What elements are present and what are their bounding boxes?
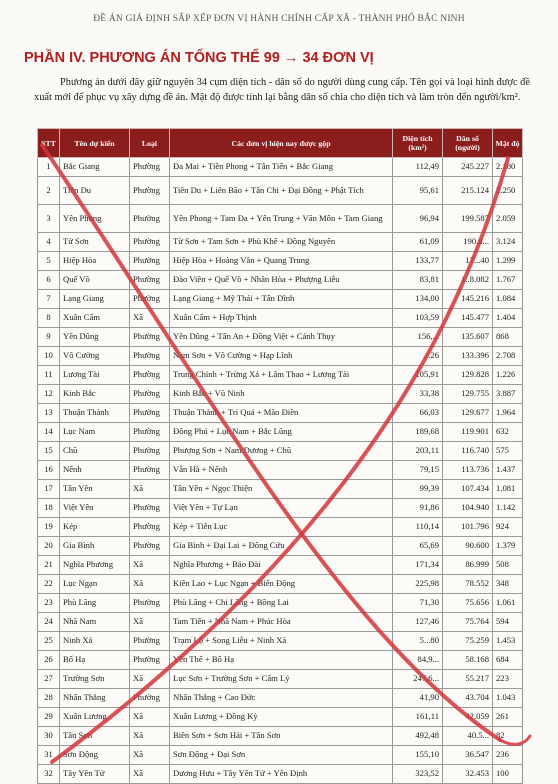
row-density: 348 <box>493 575 523 594</box>
row-population: 116.740 <box>443 442 493 461</box>
row-type: Xã <box>130 746 170 765</box>
row-type: Phường <box>130 177 170 205</box>
row-units: Đào Viên + Quế Võ + Nhân Hòa + Phượng Liễu <box>170 271 393 290</box>
row-name: Bố Hạ <box>60 651 130 670</box>
row-population: 86.999 <box>443 556 493 575</box>
row-name: Quế Võ <box>60 271 130 290</box>
row-area: 247,6... <box>393 670 443 689</box>
row-stt: 20 <box>38 537 60 556</box>
row-units: Gia Bình + Đại Lai + Đông Cứu <box>170 537 393 556</box>
row-type: Phường <box>130 385 170 404</box>
row-type: Xã <box>130 575 170 594</box>
row-population: 129.828 <box>443 366 493 385</box>
row-population: 42.059 <box>443 708 493 727</box>
row-population: 32.453 <box>443 765 493 784</box>
row-stt: 7 <box>38 290 60 309</box>
row-density: 594 <box>493 613 523 632</box>
table-row <box>38 328 523 347</box>
row-name: Yên Phong <box>60 205 130 233</box>
row-units: Biên Sơn + Sơn Hải + Tân Sơn <box>170 727 393 746</box>
row-units: Kinh Bắc + Vũ Ninh <box>170 385 393 404</box>
row-area: 33,38 <box>393 385 443 404</box>
row-name: Sơn Động <box>60 746 130 765</box>
row-area: 133,77 <box>393 252 443 271</box>
row-units: Kép + Tiên Lục <box>170 518 393 537</box>
row-population: 55.217 <box>443 670 493 689</box>
header-stt: STT <box>38 129 60 158</box>
row-stt: 16 <box>38 461 60 480</box>
row-area: 189,68 <box>393 423 443 442</box>
row-density: 1.453 <box>493 632 523 651</box>
row-units: Hiệp Hòa + Hoàng Vân + Quang Trung <box>170 252 393 271</box>
row-name: Nhã Nam <box>60 613 130 632</box>
table-row <box>38 670 523 689</box>
header-area: Diện tích (km²) <box>393 129 443 158</box>
row-stt: 3 <box>38 205 60 233</box>
row-stt: 9 <box>38 328 60 347</box>
row-population: 36.547 <box>443 746 493 765</box>
row-stt: 26 <box>38 651 60 670</box>
row-stt: 21 <box>38 556 60 575</box>
row-name: Ninh Xá <box>60 632 130 651</box>
row-units: Xuân Cẩm + Hợp Thịnh <box>170 309 393 328</box>
row-population: 133.396 <box>443 347 493 366</box>
row-units: Lạng Giang + Mỹ Thái + Tân Dĩnh <box>170 290 393 309</box>
table-row <box>38 404 523 423</box>
merger-table <box>37 128 523 784</box>
table-row <box>38 205 523 233</box>
table-row <box>38 632 523 651</box>
row-density: 261 <box>493 708 523 727</box>
row-type: Xã <box>130 309 170 328</box>
row-type: Phường <box>130 423 170 442</box>
row-units: Vân Hà + Nếnh <box>170 461 393 480</box>
row-stt: 25 <box>38 632 60 651</box>
row-stt: 8 <box>38 309 60 328</box>
row-density: 1.437 <box>493 461 523 480</box>
row-area: 95,61 <box>393 177 443 205</box>
row-type: Phường <box>130 651 170 670</box>
row-area: 492,48 <box>393 727 443 746</box>
row-units: Việt Yên + Tự Lạn <box>170 499 393 518</box>
table-row <box>38 309 523 328</box>
row-area: 65,69 <box>393 537 443 556</box>
row-type: Phường <box>130 632 170 651</box>
row-name: Nhân Thắng <box>60 689 130 708</box>
row-area: 83,81 <box>393 271 443 290</box>
row-stt: 15 <box>38 442 60 461</box>
row-name: Lạng Giang <box>60 290 130 309</box>
row-density: 1.084 <box>493 290 523 309</box>
row-units: Yên Dũng + Tân An + Đồng Việt + Cảnh Thụy <box>170 328 393 347</box>
row-name: Tây Yên Tử <box>60 765 130 784</box>
row-density: 1.379 <box>493 537 523 556</box>
row-name: Gia Bình <box>60 537 130 556</box>
row-type: Phường <box>130 158 170 177</box>
row-type: Xã <box>130 708 170 727</box>
row-stt: 32 <box>38 765 60 784</box>
row-population: 1..8.082 <box>443 271 493 290</box>
table-row <box>38 385 523 404</box>
table-row <box>38 518 523 537</box>
row-name: Nghĩa Phương <box>60 556 130 575</box>
row-units: Tam Tiến + Nhã Nam + Phúc Hòa <box>170 613 393 632</box>
row-name: Từ Sơn <box>60 233 130 252</box>
row-stt: 27 <box>38 670 60 689</box>
row-stt: 11 <box>38 366 60 385</box>
table-row <box>38 746 523 765</box>
row-stt: 24 <box>38 613 60 632</box>
row-population: 75.764 <box>443 613 493 632</box>
row-density: 1.043 <box>493 689 523 708</box>
row-name: Xuân Lương <box>60 708 130 727</box>
row-area: 156,... <box>393 328 443 347</box>
table-row <box>38 480 523 499</box>
row-type: Phường <box>130 499 170 518</box>
row-area: 103,59 <box>393 309 443 328</box>
row-density: 1.299 <box>493 252 523 271</box>
table-row <box>38 651 523 670</box>
row-type: Phường <box>130 328 170 347</box>
row-stt: 14 <box>38 423 60 442</box>
row-stt: 12 <box>38 385 60 404</box>
row-units: Dương Hưu + Tây Yên Tử + Yên Định <box>170 765 393 784</box>
row-population: 190.8... <box>443 233 493 252</box>
row-density: 236 <box>493 746 523 765</box>
row-area: 91,86 <box>393 499 443 518</box>
row-units: Trạm Lộ + Song Liễu + Ninh Xá <box>170 632 393 651</box>
table-row <box>38 556 523 575</box>
row-name: Kép <box>60 518 130 537</box>
row-type: Phường <box>130 366 170 385</box>
row-units: Tân Yên + Ngọc Thiện <box>170 480 393 499</box>
row-units: Thuận Thành + Trí Quả + Mão Điền <box>170 404 393 423</box>
row-density: 684 <box>493 651 523 670</box>
row-density: 1.964 <box>493 404 523 423</box>
row-name: Lục Nam <box>60 423 130 442</box>
row-type: Xã <box>130 480 170 499</box>
row-type: Phường <box>130 347 170 366</box>
row-units: Từ Sơn + Tam Sơn + Phù Khê + Đồng Nguyên <box>170 233 393 252</box>
row-name: Lương Tài <box>60 366 130 385</box>
table-row <box>38 461 523 480</box>
header-density: Mật độ <box>493 129 523 158</box>
row-units: Đông Phú + Lục Nam + Bắc Lũng <box>170 423 393 442</box>
row-type: Xã <box>130 556 170 575</box>
row-stt: 30 <box>38 727 60 746</box>
row-type: Xã <box>130 613 170 632</box>
table-row <box>38 594 523 613</box>
row-population: 17...40 <box>443 252 493 271</box>
row-type: Phường <box>130 442 170 461</box>
row-area: 84,9... <box>393 651 443 670</box>
row-area: 161,11 <box>393 708 443 727</box>
row-stt: 18 <box>38 499 60 518</box>
row-density: 1.081 <box>493 480 523 499</box>
table-row <box>38 708 523 727</box>
row-population: 129.677 <box>443 404 493 423</box>
row-area: 61,09 <box>393 233 443 252</box>
row-density: 508 <box>493 556 523 575</box>
row-density: 3.887 <box>493 385 523 404</box>
table-row <box>38 366 523 385</box>
row-stt: 17 <box>38 480 60 499</box>
section-title: PHẦN IV. PHƯƠNG ÁN TỔNG THỂ 99 → 34 ĐƠN VỊ <box>24 50 374 66</box>
row-density: 1.061 <box>493 594 523 613</box>
row-population: 40.5... <box>443 727 493 746</box>
row-type: Xã <box>130 727 170 746</box>
row-type: Phường <box>130 404 170 423</box>
row-density: 82 <box>493 727 523 746</box>
row-stt: 10 <box>38 347 60 366</box>
row-density: 1.142 <box>493 499 523 518</box>
row-area: 41,90 <box>393 689 443 708</box>
row-area: 99,39 <box>393 480 443 499</box>
row-area: 112,49 <box>393 158 443 177</box>
row-units: Nghĩa Phương + Bảo Đài <box>170 556 393 575</box>
row-population: 58.168 <box>443 651 493 670</box>
table-row <box>38 233 523 252</box>
row-density: 3.124 <box>493 233 523 252</box>
row-stt: 6 <box>38 271 60 290</box>
row-population: 104.940 <box>443 499 493 518</box>
row-name: Trường Sơn <box>60 670 130 689</box>
row-stt: 29 <box>38 708 60 727</box>
table-row <box>38 727 523 746</box>
table-row <box>38 499 523 518</box>
row-area: 171,34 <box>393 556 443 575</box>
header-units: Các đơn vị hiện nay được gộp <box>170 129 393 158</box>
row-area: 66,03 <box>393 404 443 423</box>
row-area: 110,14 <box>393 518 443 537</box>
table-row <box>38 423 523 442</box>
header-name: Tên dự kiến <box>60 129 130 158</box>
row-type: Phường <box>130 290 170 309</box>
row-density: 2.250 <box>493 177 523 205</box>
table-header-row <box>38 129 523 158</box>
row-population: 119.901 <box>443 423 493 442</box>
row-name: Tân Yên <box>60 480 130 499</box>
row-stt: 28 <box>38 689 60 708</box>
row-population: 199.587 <box>443 205 493 233</box>
row-name: Tiên Du <box>60 177 130 205</box>
row-area: 155,10 <box>393 746 443 765</box>
row-population: 107.434 <box>443 480 493 499</box>
table-row <box>38 158 523 177</box>
row-type: Phường <box>130 689 170 708</box>
row-area: 203,11 <box>393 442 443 461</box>
row-area: 225,98 <box>393 575 443 594</box>
intro-paragraph: Phương án dưới đây giữ nguyên 34 cụm diện tích - dân số do người dùng cung cấp. Tên gọi và loại hình được đề xuất mới để phục vụ xây dựng đề án. Mật độ được tính lại bằng dân số chia cho diện tích và làm tròn đến người/km². <box>34 77 530 103</box>
row-type: Phường <box>130 271 170 290</box>
row-population: 145.216 <box>443 290 493 309</box>
row-units: Tiên Du + Liên Bão + Tân Chi + Đại Đồng + Phật Tích <box>170 177 393 205</box>
document-header: ĐỀ ÁN GIÁ ĐỊNH SẮP XẾP ĐƠN VỊ HÀNH CHÍNH CẤP XÃ - THÀNH PHỐ BẮC NINH <box>93 14 465 24</box>
row-type: Xã <box>130 670 170 689</box>
row-population: 245.227 <box>443 158 493 177</box>
row-name: Chũ <box>60 442 130 461</box>
row-stt: 31 <box>38 746 60 765</box>
row-stt: 1 <box>38 158 60 177</box>
row-population: 135.607 <box>443 328 493 347</box>
row-area: 134,00 <box>393 290 443 309</box>
row-density: 868 <box>493 328 523 347</box>
row-name: Võ Cường <box>60 347 130 366</box>
row-density: 575 <box>493 442 523 461</box>
row-density: 1.767 <box>493 271 523 290</box>
row-stt: 2 <box>38 177 60 205</box>
table-row <box>38 347 523 366</box>
row-name: Bắc Giang <box>60 158 130 177</box>
row-density: 1.404 <box>493 309 523 328</box>
row-population: 78.552 <box>443 575 493 594</box>
row-units: Kiên Lao + Lục Ngạn + Biển Động <box>170 575 393 594</box>
row-population: 90.600 <box>443 537 493 556</box>
row-population: 75.656 <box>443 594 493 613</box>
row-population: 129.755 <box>443 385 493 404</box>
row-units: Nam Sơn + Võ Cường + Hạp Lĩnh <box>170 347 393 366</box>
row-stt: 19 <box>38 518 60 537</box>
row-type: Phường <box>130 205 170 233</box>
row-units: Đa Mai + Tiền Phong + Tân Tiến + Bắc Giang <box>170 158 393 177</box>
row-density: 2.180 <box>493 158 523 177</box>
row-type: Phường <box>130 594 170 613</box>
row-density: 2.059 <box>493 205 523 233</box>
row-density: 100 <box>493 765 523 784</box>
row-area: 105,91 <box>393 366 443 385</box>
table-row <box>38 765 523 784</box>
row-area: ...26 <box>393 347 443 366</box>
header-population: Dân số (người) <box>443 129 493 158</box>
row-type: Phường <box>130 252 170 271</box>
row-population: 43.704 <box>443 689 493 708</box>
row-density: 924 <box>493 518 523 537</box>
row-name: Yên Dũng <box>60 328 130 347</box>
table-row <box>38 290 523 309</box>
table-row <box>38 271 523 290</box>
row-units: Trung Chính + Trừng Xá + Lâm Thao + Lương Tài <box>170 366 393 385</box>
row-name: Tân Sơn <box>60 727 130 746</box>
row-units: Nhân Thắng + Cao Đức <box>170 689 393 708</box>
row-units: Phượng Sơn + Nam Dương + Chũ <box>170 442 393 461</box>
row-units: Sơn Động + Đại Sơn <box>170 746 393 765</box>
row-population: 75.259 <box>443 632 493 651</box>
row-area: 79,15 <box>393 461 443 480</box>
table-row <box>38 537 523 556</box>
row-stt: 5 <box>38 252 60 271</box>
row-area: 323,52 <box>393 765 443 784</box>
row-stt: 13 <box>38 404 60 423</box>
row-stt: 22 <box>38 575 60 594</box>
table-row <box>38 575 523 594</box>
row-area: 71,30 <box>393 594 443 613</box>
row-name: Việt Yên <box>60 499 130 518</box>
row-population: 215.124 <box>443 177 493 205</box>
header-type: Loại <box>130 129 170 158</box>
row-area: 5...80 <box>393 632 443 651</box>
row-name: Hiệp Hòa <box>60 252 130 271</box>
row-stt: 4 <box>38 233 60 252</box>
table-body <box>38 158 523 784</box>
row-name: Kinh Bắc <box>60 385 130 404</box>
table-row <box>38 252 523 271</box>
row-density: 1.226 <box>493 366 523 385</box>
row-stt: 23 <box>38 594 60 613</box>
table-row <box>38 613 523 632</box>
row-type: Phường <box>130 518 170 537</box>
row-units: Yên Thế + Bố Hạ <box>170 651 393 670</box>
table-row <box>38 442 523 461</box>
row-population: 113.736 <box>443 461 493 480</box>
row-type: Xã <box>130 765 170 784</box>
row-density: 223 <box>493 670 523 689</box>
row-name: Lục Ngạn <box>60 575 130 594</box>
row-name: Thuận Thành <box>60 404 130 423</box>
row-units: Lục Sơn + Trường Sơn + Cẩm Lý <box>170 670 393 689</box>
row-density: 632 <box>493 423 523 442</box>
row-population: 145.477 <box>443 309 493 328</box>
row-type: Phường <box>130 461 170 480</box>
row-name: Nếnh <box>60 461 130 480</box>
row-units: Yên Phong + Tam Đa + Yên Trung + Văn Môn + Tam Giang <box>170 205 393 233</box>
row-type: Phường <box>130 233 170 252</box>
table-row <box>38 689 523 708</box>
row-density: 2.708 <box>493 347 523 366</box>
row-area: 127,46 <box>393 613 443 632</box>
row-units: Xuân Lương + Đồng Kỳ <box>170 708 393 727</box>
row-population: 101.796 <box>443 518 493 537</box>
row-name: Xuân Cẩm <box>60 309 130 328</box>
row-type: Phường <box>130 537 170 556</box>
row-name: Phù Lãng <box>60 594 130 613</box>
row-units: Phù Lãng + Chi Lăng + Bồng Lai <box>170 594 393 613</box>
row-area: 96,94 <box>393 205 443 233</box>
table-row <box>38 177 523 205</box>
